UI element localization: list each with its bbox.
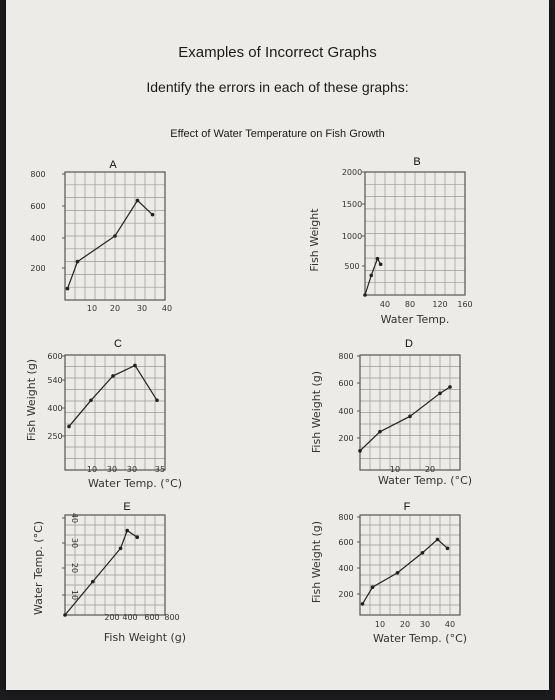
graph-e-y-tick-label: 20	[70, 562, 79, 574]
graph-f-data-point	[371, 585, 375, 589]
graph-a-data-point	[66, 287, 70, 291]
graph-a-y-tick-label: 600	[30, 202, 46, 211]
graph-d-y-tick-label: 200	[338, 434, 354, 443]
graph-b-y-tick-label: 1000	[341, 232, 363, 241]
graph-b-data-point	[369, 274, 373, 278]
graph-e-x-tick-label: 600	[144, 613, 160, 622]
graph-a-x-tick-label: 40	[161, 304, 173, 313]
graph-d-data-point	[438, 392, 442, 396]
graph-b-x-tick-label: 160	[457, 300, 473, 309]
graph-c-y-axis-label: Fish Weight (g)	[25, 358, 38, 442]
graph-b-y-axis-label: Fish Weight	[308, 208, 321, 272]
graph-a-data-point	[113, 234, 117, 238]
graph-f-x-tick-label: 20	[399, 620, 411, 629]
graph-a-x-tick-label: 30	[136, 304, 148, 313]
graph-a-panel-label: A	[109, 159, 117, 171]
graph-e-panel-label: E	[123, 501, 131, 513]
graph-e-x-tick-label: 800	[164, 613, 180, 622]
graph-f-y-tick-label: 600	[338, 538, 354, 547]
graph-c-y-tick-label: 600	[47, 352, 63, 361]
graph-f-data-point	[361, 602, 365, 606]
graph-f-x-tick-label: 10	[374, 620, 386, 629]
graph-f-y-tick-label: 200	[338, 590, 354, 599]
graph-b-y-tick-label: 500	[344, 262, 360, 271]
graph-d-x-tick-label: 10	[389, 465, 401, 474]
graph-d-data-line	[360, 387, 450, 451]
graph-a-y-tick-label: 400	[30, 234, 46, 243]
graph-d-y-axis-label: Fish Weight (g)	[310, 370, 323, 454]
graph-a-data-line	[68, 200, 153, 288]
graph-c-data-point	[155, 399, 159, 403]
graph-a-data-point	[151, 213, 155, 217]
graph-e-data-point	[135, 535, 139, 539]
graph-a-data-point	[136, 199, 140, 203]
graph-b-panel-label: B	[413, 156, 421, 168]
graph-c-y-tick-label: 400	[47, 404, 63, 413]
graph-c-data-point	[133, 364, 137, 368]
graph-f-data-point	[396, 571, 400, 575]
graph-d-data-point	[358, 449, 362, 453]
figure-title: Effect of Water Temperature on Fish Growth	[170, 128, 385, 140]
graph-f-x-tick-label: 30	[419, 620, 431, 629]
graph-a-data-point	[76, 260, 80, 264]
graph-b-data-line	[365, 259, 381, 295]
graph-f-y-tick-label: 800	[338, 513, 354, 522]
graph-d-x-tick-label: 20	[424, 465, 436, 474]
graph-d-y-tick-label: 600	[338, 379, 354, 388]
graph-e-y-tick-label: 30	[70, 537, 79, 549]
graph-e-x-tick-label: 200	[104, 613, 120, 622]
graph-b-x-tick-label: 80	[404, 300, 416, 309]
graph-d-data-point	[378, 430, 382, 434]
graph-b-x-tick-label: 40	[379, 300, 391, 309]
graph-c-y-tick-label: 250	[47, 432, 63, 441]
graph-c-data-point	[111, 374, 115, 378]
graph-f-data-point	[446, 547, 450, 551]
graph-d-data-point	[448, 385, 452, 389]
graph-f-data-point	[421, 551, 425, 555]
graph-e-x-axis-label: Fish Weight (g)	[103, 631, 187, 644]
graph-f-y-tick-label: 400	[338, 564, 354, 573]
graph-a-y-tick-label: 200	[30, 264, 46, 273]
graph-d-y-tick-label: 400	[338, 407, 354, 416]
graph-b-data-point	[376, 257, 380, 261]
graph-c-y-tick-label: 540	[47, 376, 63, 385]
graph-c-x-tick-label: 10	[86, 465, 98, 474]
graph-d-y-tick-label: 800	[338, 352, 354, 361]
graph-e-data-point	[91, 580, 95, 584]
graph-e-x-tick-label: 400	[122, 613, 138, 622]
graph-e-y-axis-label: Water Temp. (°C)	[32, 520, 45, 616]
page-subtitle: Identify the errors in each of these graphs:	[146, 79, 409, 95]
graph-e-data-point	[63, 613, 67, 617]
graph-e-y-tick-label: 40	[70, 512, 79, 524]
graph-c-data-point	[89, 399, 93, 403]
graph-f-data-line	[363, 539, 448, 603]
graph-a-x-tick-label: 10	[86, 304, 98, 313]
graph-c-data-point	[67, 425, 71, 429]
graph-e-y-tick-label: 10	[70, 589, 79, 601]
graph-d-panel-label: D	[405, 338, 413, 350]
graph-b-x-tick-label: 120	[432, 300, 448, 309]
graph-e-data-point	[119, 547, 123, 551]
graph-b-y-tick-label: 1500	[341, 200, 363, 209]
graph-b-x-axis-label: Water Temp.	[380, 313, 450, 326]
graph-a-x-tick-label: 20	[109, 304, 121, 313]
graph-a-y-tick-label: 800	[30, 170, 46, 179]
graph-f-y-axis-label: Fish Weight (g)	[310, 520, 323, 604]
graph-b-y-tick-label: 2000	[341, 168, 363, 177]
graph-f-data-point	[436, 538, 440, 542]
graph-e-data-point	[125, 529, 129, 533]
graph-c-x-tick-label: 35	[154, 465, 166, 474]
graph-d-data-point	[408, 415, 412, 419]
graph-c-x-axis-label: Water Temp. (°C)	[87, 477, 183, 490]
graph-b-data-point	[379, 262, 383, 266]
graph-f-x-axis-label: Water Temp. (°C)	[372, 632, 468, 645]
graph-c-x-tick-label: 30	[106, 465, 118, 474]
graph-c-x-tick-label: 30	[126, 465, 138, 474]
graph-f-x-tick-label: 40	[444, 620, 456, 629]
page-title: Examples of Incorrect Graphs	[178, 44, 377, 61]
graph-c-panel-label: C	[114, 338, 122, 350]
graph-f-panel-label: F	[403, 501, 411, 513]
graph-d-x-axis-label: Water Temp. (°C)	[377, 474, 473, 487]
graph-b-data-point	[363, 293, 367, 297]
